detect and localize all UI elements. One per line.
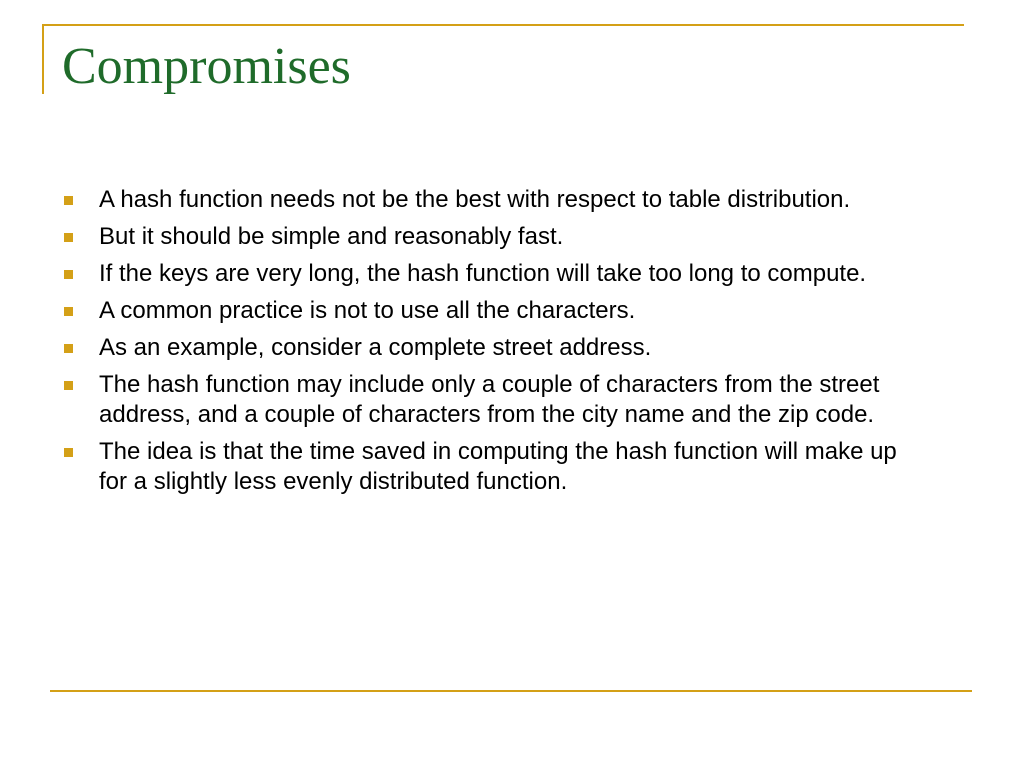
bullet-text: But it should be simple and reasonably fast. xyxy=(99,223,564,250)
bullet-item xyxy=(62,437,902,497)
bullet-text: The idea is that the time saved in computing the hash function will make up for a slightly less evenly distributed function. xyxy=(99,438,897,495)
bullet-text: A common practice is not to use all the characters. xyxy=(99,297,636,324)
slide-title: Compromises xyxy=(62,38,351,95)
bullet-item xyxy=(62,259,902,289)
bottom-accent-line xyxy=(50,690,972,692)
square-bullet-icon xyxy=(64,270,73,279)
bullet-list xyxy=(62,185,902,504)
bullet-item xyxy=(62,333,902,363)
bullet-text: As an example, consider a complete street address. xyxy=(99,334,652,361)
bullet-text: If the keys are very long, the hash function will take too long to compute. xyxy=(99,260,867,287)
bullet-item xyxy=(62,222,902,252)
bullet-text: The hash function may include only a couple of characters from the street address, and a couple of characters from the city name and the zip code. xyxy=(99,371,880,428)
left-accent-line xyxy=(42,24,44,94)
square-bullet-icon xyxy=(64,448,73,457)
bullet-item xyxy=(62,296,902,326)
top-accent-line xyxy=(42,24,964,26)
square-bullet-icon xyxy=(64,233,73,242)
bullet-item xyxy=(62,370,902,430)
bullet-item xyxy=(62,185,902,215)
square-bullet-icon xyxy=(64,381,73,390)
square-bullet-icon xyxy=(64,196,73,205)
square-bullet-icon xyxy=(64,307,73,316)
bullet-text: A hash function needs not be the best with respect to table distribution. xyxy=(99,186,851,213)
square-bullet-icon xyxy=(64,344,73,353)
